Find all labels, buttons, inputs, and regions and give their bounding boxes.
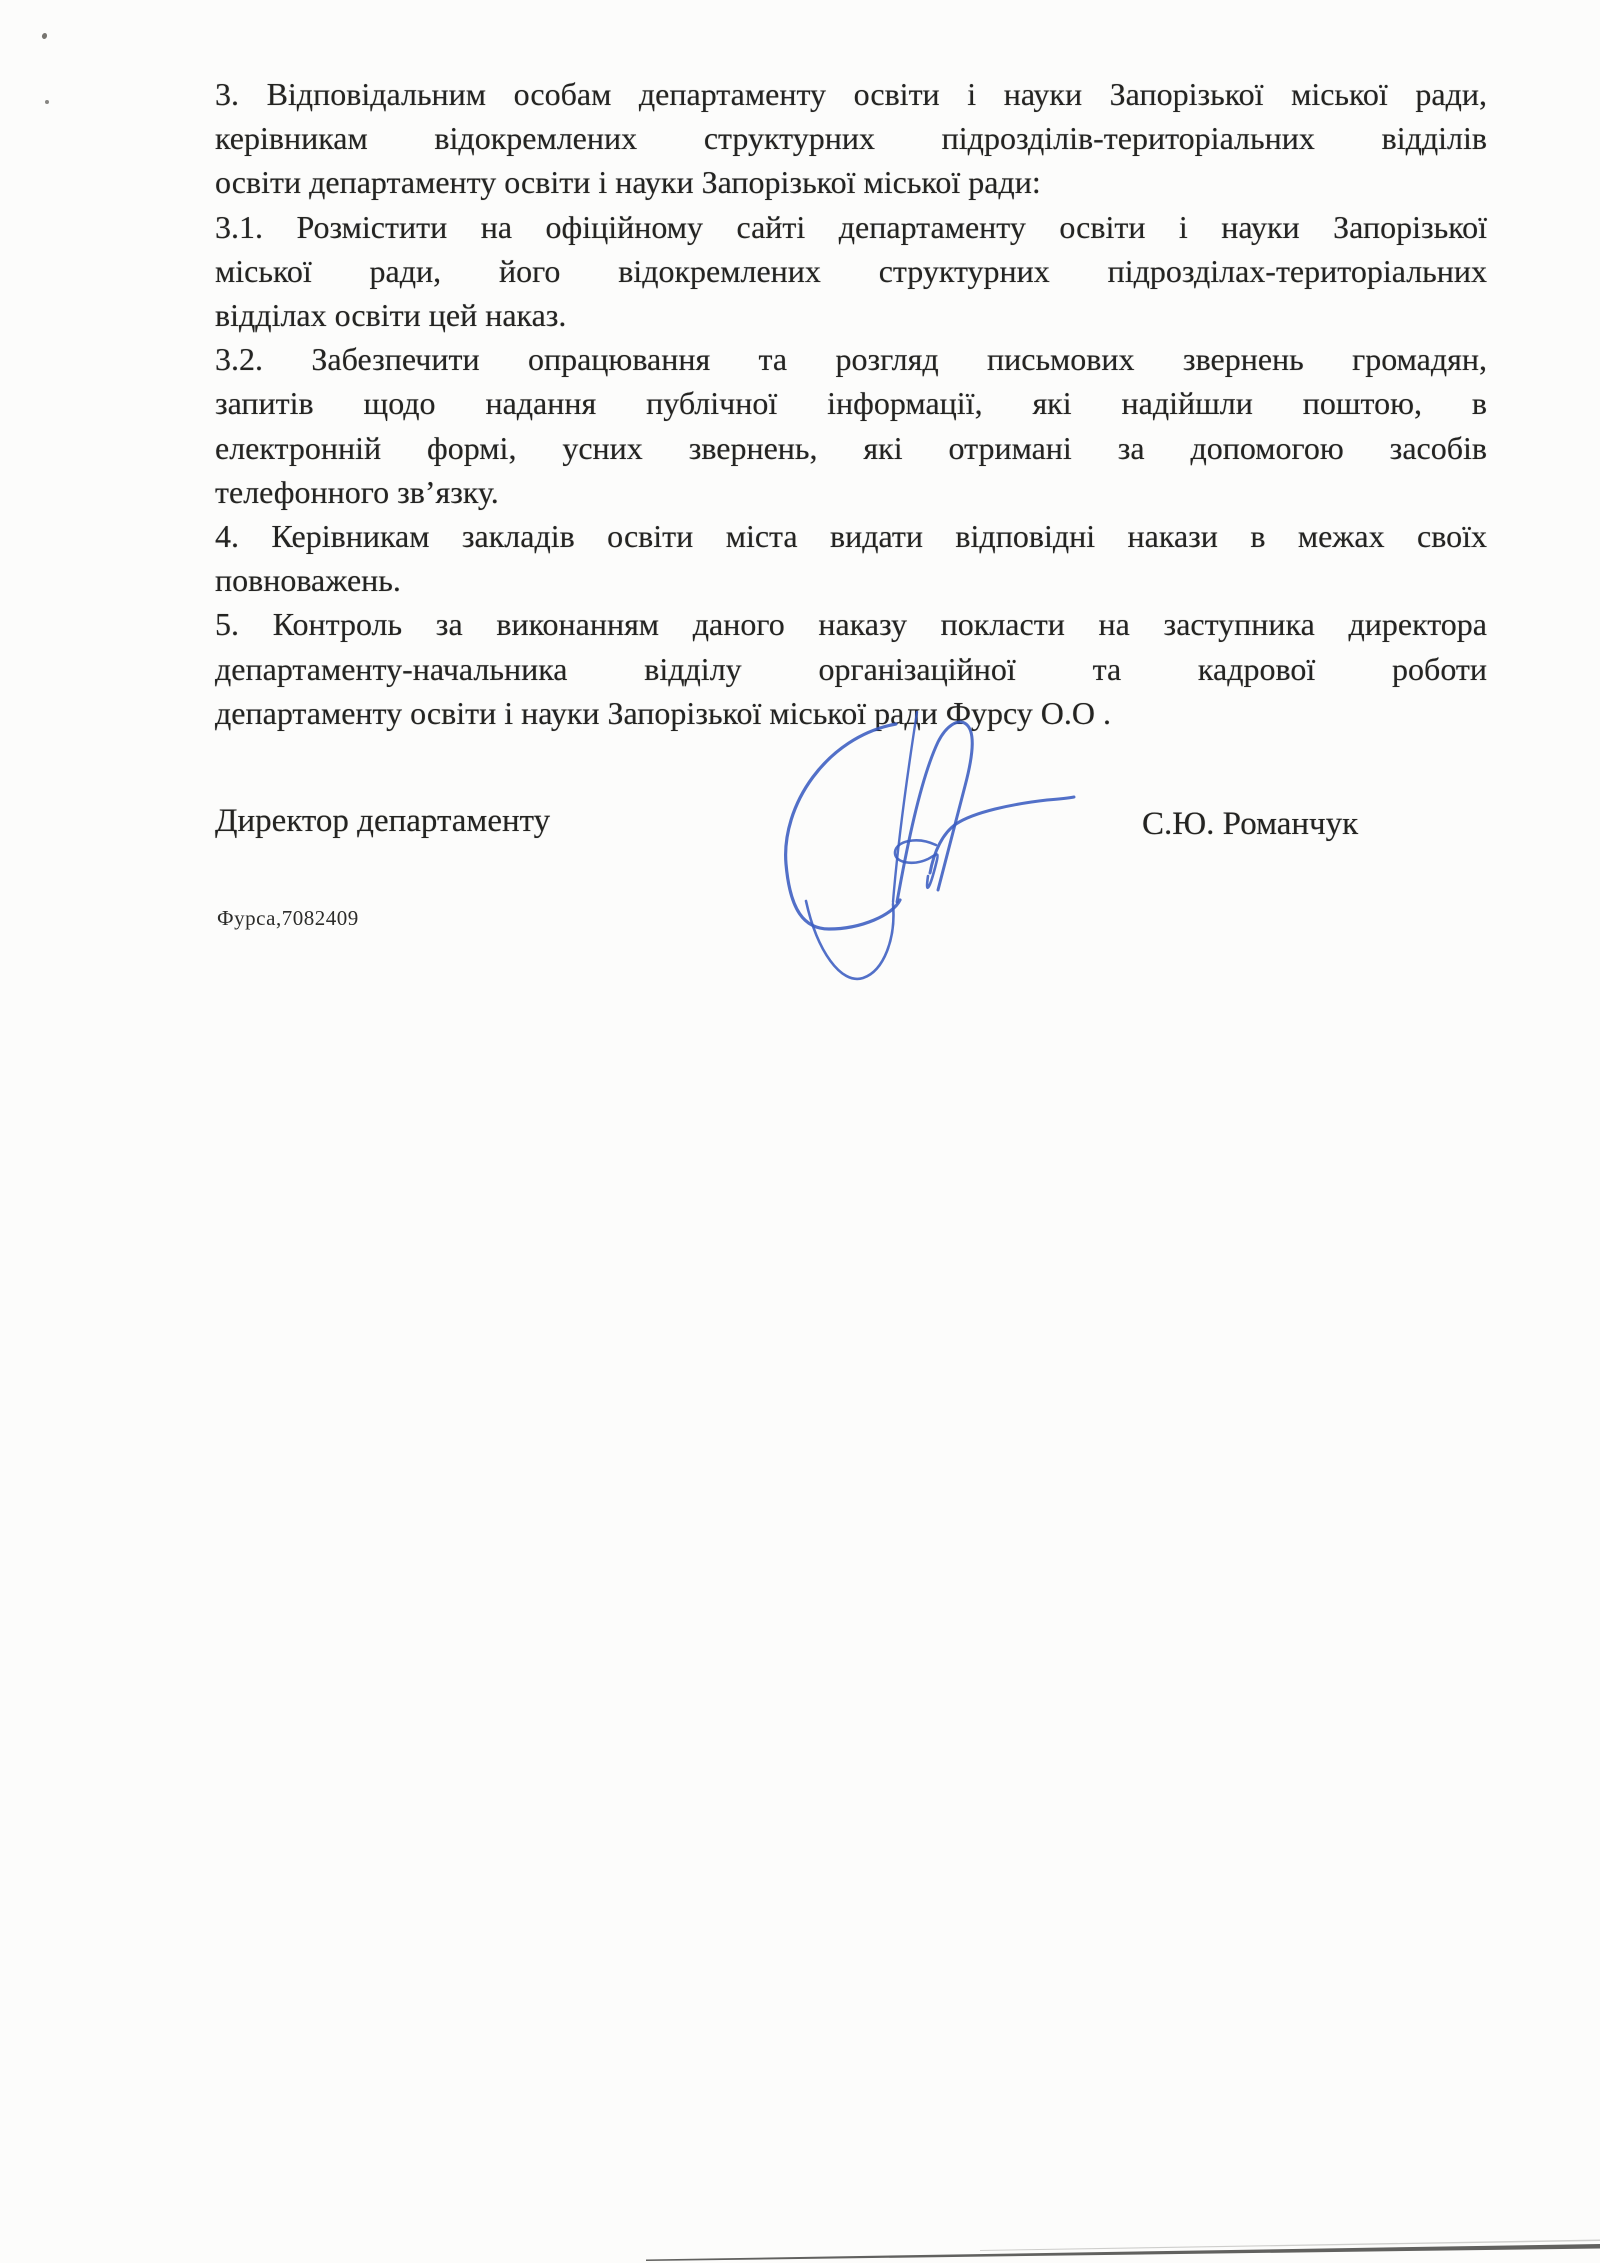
text-line: департаменту освіти і науки Запорізької міської ради Фурсу О.О . bbox=[215, 694, 1111, 731]
text-line: 3. Відповідальним особам департаменту освіти і науки Запорізької міської ради, bbox=[215, 76, 1487, 112]
text-line: запитів щодо надання публічної інформації, які надійшли поштою, в bbox=[215, 385, 1487, 422]
scan-edge-line bbox=[646, 2244, 1600, 2261]
scan-speck bbox=[41, 32, 48, 39]
signatory-name: С.Ю. Романчук bbox=[1142, 806, 1359, 842]
text-line: департаменту-начальника відділу організаційної та кадрової роботи bbox=[215, 650, 1487, 687]
signature-stroke bbox=[897, 722, 972, 902]
scan-speck bbox=[45, 100, 49, 104]
signatory-title: Директор департаменту bbox=[215, 803, 551, 839]
text-line: керівникам відокремлених структурних підрозділів-територіальних відділів bbox=[215, 120, 1487, 157]
text-line: відділах освіти цей наказ. bbox=[215, 297, 567, 334]
text-line: освіти департаменту освіти і науки Запорізької міської ради: bbox=[215, 164, 1041, 201]
text-line: телефонного зв’язку. bbox=[215, 473, 499, 510]
text-line: 3.2. Забезпечити опрацювання та розгляд письмових звернень громадян, bbox=[215, 341, 1487, 378]
text-line: 4. Керівникам закладів освіти міста видати відповідні накази в межах своїх bbox=[215, 518, 1487, 555]
signature-stroke bbox=[786, 724, 900, 929]
signature-stroke bbox=[930, 797, 1074, 873]
text-line: повноважень. bbox=[215, 562, 401, 599]
signature-ink bbox=[786, 712, 1074, 979]
signature-stroke bbox=[806, 901, 893, 979]
text-line: електронній формі, усних звернень, які отримані за допомогою засобів bbox=[215, 429, 1487, 466]
text-line: 5. Контроль за виконанням даного наказу покласти на заступника директора bbox=[215, 606, 1487, 643]
scan-edge-line-echo bbox=[980, 2240, 1600, 2252]
signature-stroke bbox=[895, 840, 938, 887]
executor-note: Фурса,7082409 bbox=[217, 906, 359, 930]
document-body bbox=[215, 72, 1487, 735]
text-line: 3.1. Розмістити на офіційному сайті департаменту освіти і науки Запорізької bbox=[215, 208, 1487, 245]
text-line: міської ради, його відокремлених структурних підрозділах-територіальних bbox=[215, 252, 1487, 289]
signature-stroke bbox=[893, 712, 917, 902]
